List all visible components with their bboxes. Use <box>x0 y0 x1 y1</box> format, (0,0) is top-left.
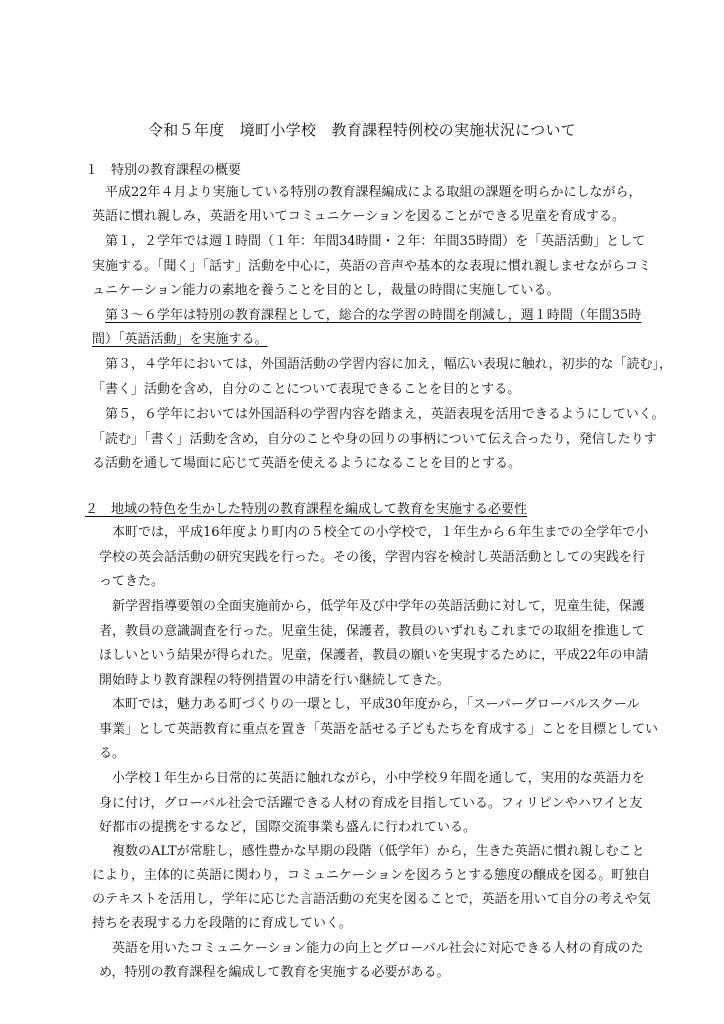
section2-line: 本町では，魅力ある町づくりの一環とし，平成30年度から，「スーパーグローバルスクール <box>112 697 640 712</box>
section1-line: 「読む」「書く」活動を含め，自分のことや身の回りの事柄について伝え合ったり，発信したりす <box>92 432 657 447</box>
section2-line: 者，教員の意識調査を行った。児童生徒，保護者，教員のいずれもこれまでの取組を推進して <box>99 624 646 639</box>
section2-line: 英語を用いたコミュニケーション能力の向上とグローバル社会に対応できる人材の育成のた <box>112 941 644 956</box>
section1-line: ュニケーション能力の素地を養うことを目的とし，裁量の時間に実施している。 <box>92 283 560 298</box>
section2-line: 学校の英会話活動の研究実践を行った。その後，学習内容を検討し英語活動としての実践を行 <box>99 550 646 565</box>
section1-line-underlined: 間）「英語活動」を実施する。 <box>92 332 268 347</box>
section2-line: により，主体的に英語に関わり，コミュニケーションを図ろうとする態度の醸成を図る。町独自 <box>92 868 651 883</box>
section2-line: ってきた。 <box>99 574 165 589</box>
section2-line: め，特別の教育課程を編成して教育を実施する必要がある。 <box>99 965 450 980</box>
section2-line: 身に付け，グローバル社会で活躍できる人材の育成を目指している。フィリピンやハワイと友 <box>99 796 643 811</box>
section2-line: 好都市の提携をするなど，国際交流事業も盛んに行われている。 <box>99 820 477 835</box>
section2-line: 開始時より教育課程の特例措置の申請を行い継続してきた。 <box>99 673 451 688</box>
section2-line: 複数のALTが常駐し，感性豊かな早期の段階（低学年）から，生きた英語に慣れ親しむこと <box>112 844 645 859</box>
section2-line: 小学校１年生から日常的に英語に触れながら，小中学校９年間を通して，実用的な英語力を <box>112 771 645 786</box>
section2-line: 持ちを表現する力を段階的に育成していく。 <box>92 916 352 931</box>
section1-line: 実施する。「聞く」「話す」活動を中心に，英語の音声や基本的な表現に慣れ親しませながらコミ <box>92 259 652 274</box>
section1-line: 英語に慣れ親しみ，英語を用いてコミュニケーションを図ることができる児童を育成する。 <box>92 209 626 224</box>
section1-line: 平成22年４月より実施している特別の教育課程編成による取組の課題を明らかにしながら， <box>105 185 642 200</box>
section1-line: 第５，６学年においては外国語科の学習内容を踏まえ，英語表現を活用できるようにしていく。 <box>105 407 665 422</box>
section2-line: る。 <box>99 746 126 761</box>
section2-heading: ２ 地域の特色を生かした特別の教育課程を編成して教育を実施する必要性 <box>85 502 528 517</box>
section1-line: 第１，２学年では週１時間（１年：年間34時間・２年：年間35時間）を「英語活動」として <box>105 234 646 249</box>
section1-heading: １ 特別の教育課程の概要 <box>85 163 242 178</box>
section1-line: 第３，４学年においては，外国語活動の学習内容に加え，幅広い表現に触れ，初歩的な「読む」， <box>105 357 673 372</box>
section2-line: のテキストを活用し，学年に応じた言語活動の充実を図ることで，英語を用いて自分の考えや気 <box>92 892 651 907</box>
section1-line: 「書く」活動を含め，自分のことについて表現できることを目的とする。 <box>92 382 521 397</box>
section1-line: る活動を通して場面に応じて英語を使えるようになることを目的とする。 <box>92 456 522 471</box>
section2-line: 新学習指導要領の全面実施前から，低学年及び中学年の英語活動に対して，児童生徒，保護 <box>112 599 645 614</box>
section2-line: 本町では，平成16年度より町内の５校全ての小学校で，１年生から６年生までの全学年で小 <box>112 525 649 540</box>
document-title: 令和５年度 境町小学校 教育課程特例校の実施状況について <box>147 121 577 139</box>
section2-line: ほしいという結果が得られた。児童，保護者，教員の願いを実現するために，平成22年の申請 <box>99 648 649 663</box>
section1-line-underlined: 第３～６学年は特別の教育課程として，総合的な学習の時間を削減し，週１時間（年間35時 <box>105 308 642 323</box>
section2-line: 事業」として英語教育に重点を置き「英語を話せる子どもたちを育成する」ことを目標としてい <box>99 722 659 737</box>
